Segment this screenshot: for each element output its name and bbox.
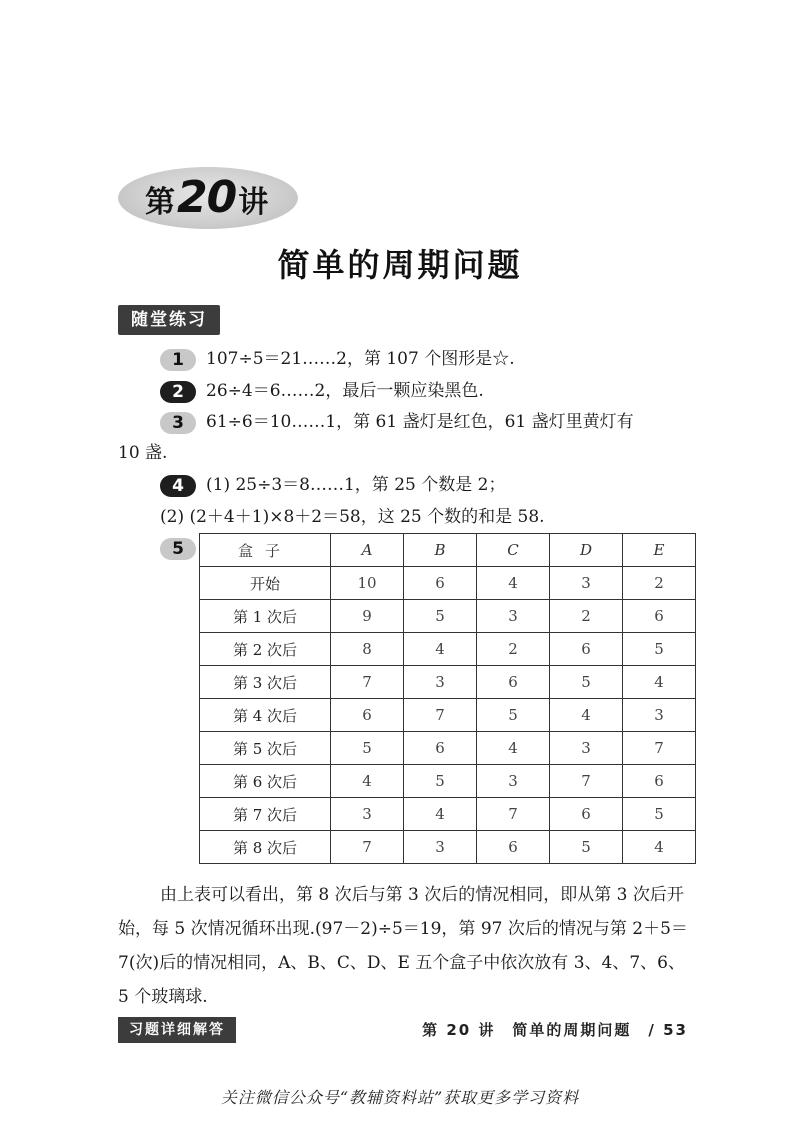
table-cell: 4 [623, 831, 696, 864]
lesson-number [145, 172, 268, 224]
table-row [200, 567, 696, 600]
section-label: 随堂练习 [118, 305, 220, 335]
table-cell: 6 [623, 765, 696, 798]
table-cell: 5 [550, 831, 623, 864]
table-row [200, 699, 696, 732]
table-cell: 3 [404, 831, 477, 864]
answer-number-badge: 1 [160, 349, 196, 371]
answer-3 [160, 410, 634, 434]
answer-text: 107÷5＝21……2，第 107 个图形是☆. [206, 349, 515, 369]
lesson-prefix: 第 [145, 185, 175, 220]
table-cell: 10 [331, 567, 404, 600]
table-row [200, 798, 696, 831]
table-cell: 6 [477, 831, 550, 864]
table-cell: 4 [404, 798, 477, 831]
table-row [200, 666, 696, 699]
answer-4-part-2: (2) (2＋4＋1)×8＋2＝58，这 25 个数的和是 58. [160, 507, 545, 527]
answer-number-badge: 2 [160, 381, 196, 403]
table-cell: 6 [623, 600, 696, 633]
box-table [199, 533, 696, 864]
table-cell: 4 [331, 765, 404, 798]
page-title: 简单的周期问题 [277, 246, 523, 284]
table-cell: 7 [404, 699, 477, 732]
table-cell: 2 [550, 600, 623, 633]
table-cell: 4 [404, 633, 477, 666]
table-cell: 6 [404, 732, 477, 765]
table-cell: 6 [550, 798, 623, 831]
table-cell: 2 [623, 567, 696, 600]
table-cell: 4 [477, 732, 550, 765]
answer-number-badge: 4 [160, 475, 196, 497]
table-row [200, 633, 696, 666]
table-cell: 7 [623, 732, 696, 765]
footer-page-info: 第 20 讲 简单的周期问题 / 53 [422, 1021, 688, 1039]
table-cell: 2 [477, 633, 550, 666]
table-cell: 3 [477, 765, 550, 798]
table-cell: 第 3 次后 [200, 666, 331, 699]
table-header-row [200, 534, 696, 567]
table-cell: 5 [623, 633, 696, 666]
table-header-cell: C [477, 534, 550, 567]
table-cell: 4 [623, 666, 696, 699]
table-cell: 第 7 次后 [200, 798, 331, 831]
answer-2 [160, 379, 484, 403]
table-cell: 9 [331, 600, 404, 633]
table-cell: 7 [331, 831, 404, 864]
table-cell: 开始 [200, 567, 331, 600]
table-header-cell: 盒子 [200, 534, 331, 567]
table-cell: 6 [550, 633, 623, 666]
answer-3-continued: 10 盏. [118, 443, 168, 463]
table-cell: 第 1 次后 [200, 600, 331, 633]
table-cell: 第 4 次后 [200, 699, 331, 732]
table-cell: 3 [550, 732, 623, 765]
table-cell: 5 [404, 600, 477, 633]
table-cell: 5 [550, 666, 623, 699]
table-cell: 3 [550, 567, 623, 600]
table-cell: 3 [404, 666, 477, 699]
table-cell: 7 [550, 765, 623, 798]
table-cell: 6 [404, 567, 477, 600]
table-cell: 3 [477, 600, 550, 633]
table-cell: 7 [331, 666, 404, 699]
table-header-cell: D [550, 534, 623, 567]
answer-number-badge: 3 [160, 412, 196, 434]
table-cell: 5 [477, 699, 550, 732]
table-header-cell: E [623, 534, 696, 567]
table-cell: 8 [331, 633, 404, 666]
table-cell: 6 [477, 666, 550, 699]
table-row [200, 732, 696, 765]
explanation-paragraph: 由上表可以看出，第 8 次后与第 3 次后的情况相同，即从第 3 次后开始，每 5 次情况循环出现.(97－2)÷5＝19，第 97 次后的情况与第 2＋5＝7(次)后的情况相同，A、B、C、D、E 五个盒子中依次放有 3、4、7、6、5 个玻璃球. [118, 885, 688, 1007]
table-cell: 5 [623, 798, 696, 831]
table-row [200, 600, 696, 633]
lesson-suffix: 讲 [238, 185, 269, 220]
answer-text: (1) 25÷3＝8……1，第 25 个数是 2； [206, 475, 506, 495]
table-cell: 第 6 次后 [200, 765, 331, 798]
table-cell: 5 [331, 732, 404, 765]
table-cell: 5 [404, 765, 477, 798]
table-cell: 3 [623, 699, 696, 732]
lesson-number-value: 20 [177, 172, 237, 223]
answer-1 [160, 347, 515, 371]
table-cell: 3 [331, 798, 404, 831]
answer-4 [160, 473, 505, 497]
table-row [200, 831, 696, 864]
table-cell: 4 [477, 567, 550, 600]
table-cell: 第 8 次后 [200, 831, 331, 864]
table-row [200, 765, 696, 798]
footer-tag: 习题详细解答 [118, 1017, 236, 1043]
table-header-cell: B [404, 534, 477, 567]
answer-number-badge: 5 [160, 538, 196, 560]
table-cell: 4 [550, 699, 623, 732]
table-header-cell: A [331, 534, 404, 567]
watermark-text: 关注微信公众号“教辅资料站”获取更多学习资料 [220, 1088, 580, 1107]
table-cell: 第 2 次后 [200, 633, 331, 666]
answer-text: 26÷4＝6……2，最后一颗应染黑色. [206, 381, 484, 401]
table-cell: 第 5 次后 [200, 732, 331, 765]
table-cell: 7 [477, 798, 550, 831]
answer-text: 61÷6＝10……1，第 61 盏灯是红色，61 盏灯里黄灯有 [206, 412, 634, 432]
table-cell: 6 [331, 699, 404, 732]
